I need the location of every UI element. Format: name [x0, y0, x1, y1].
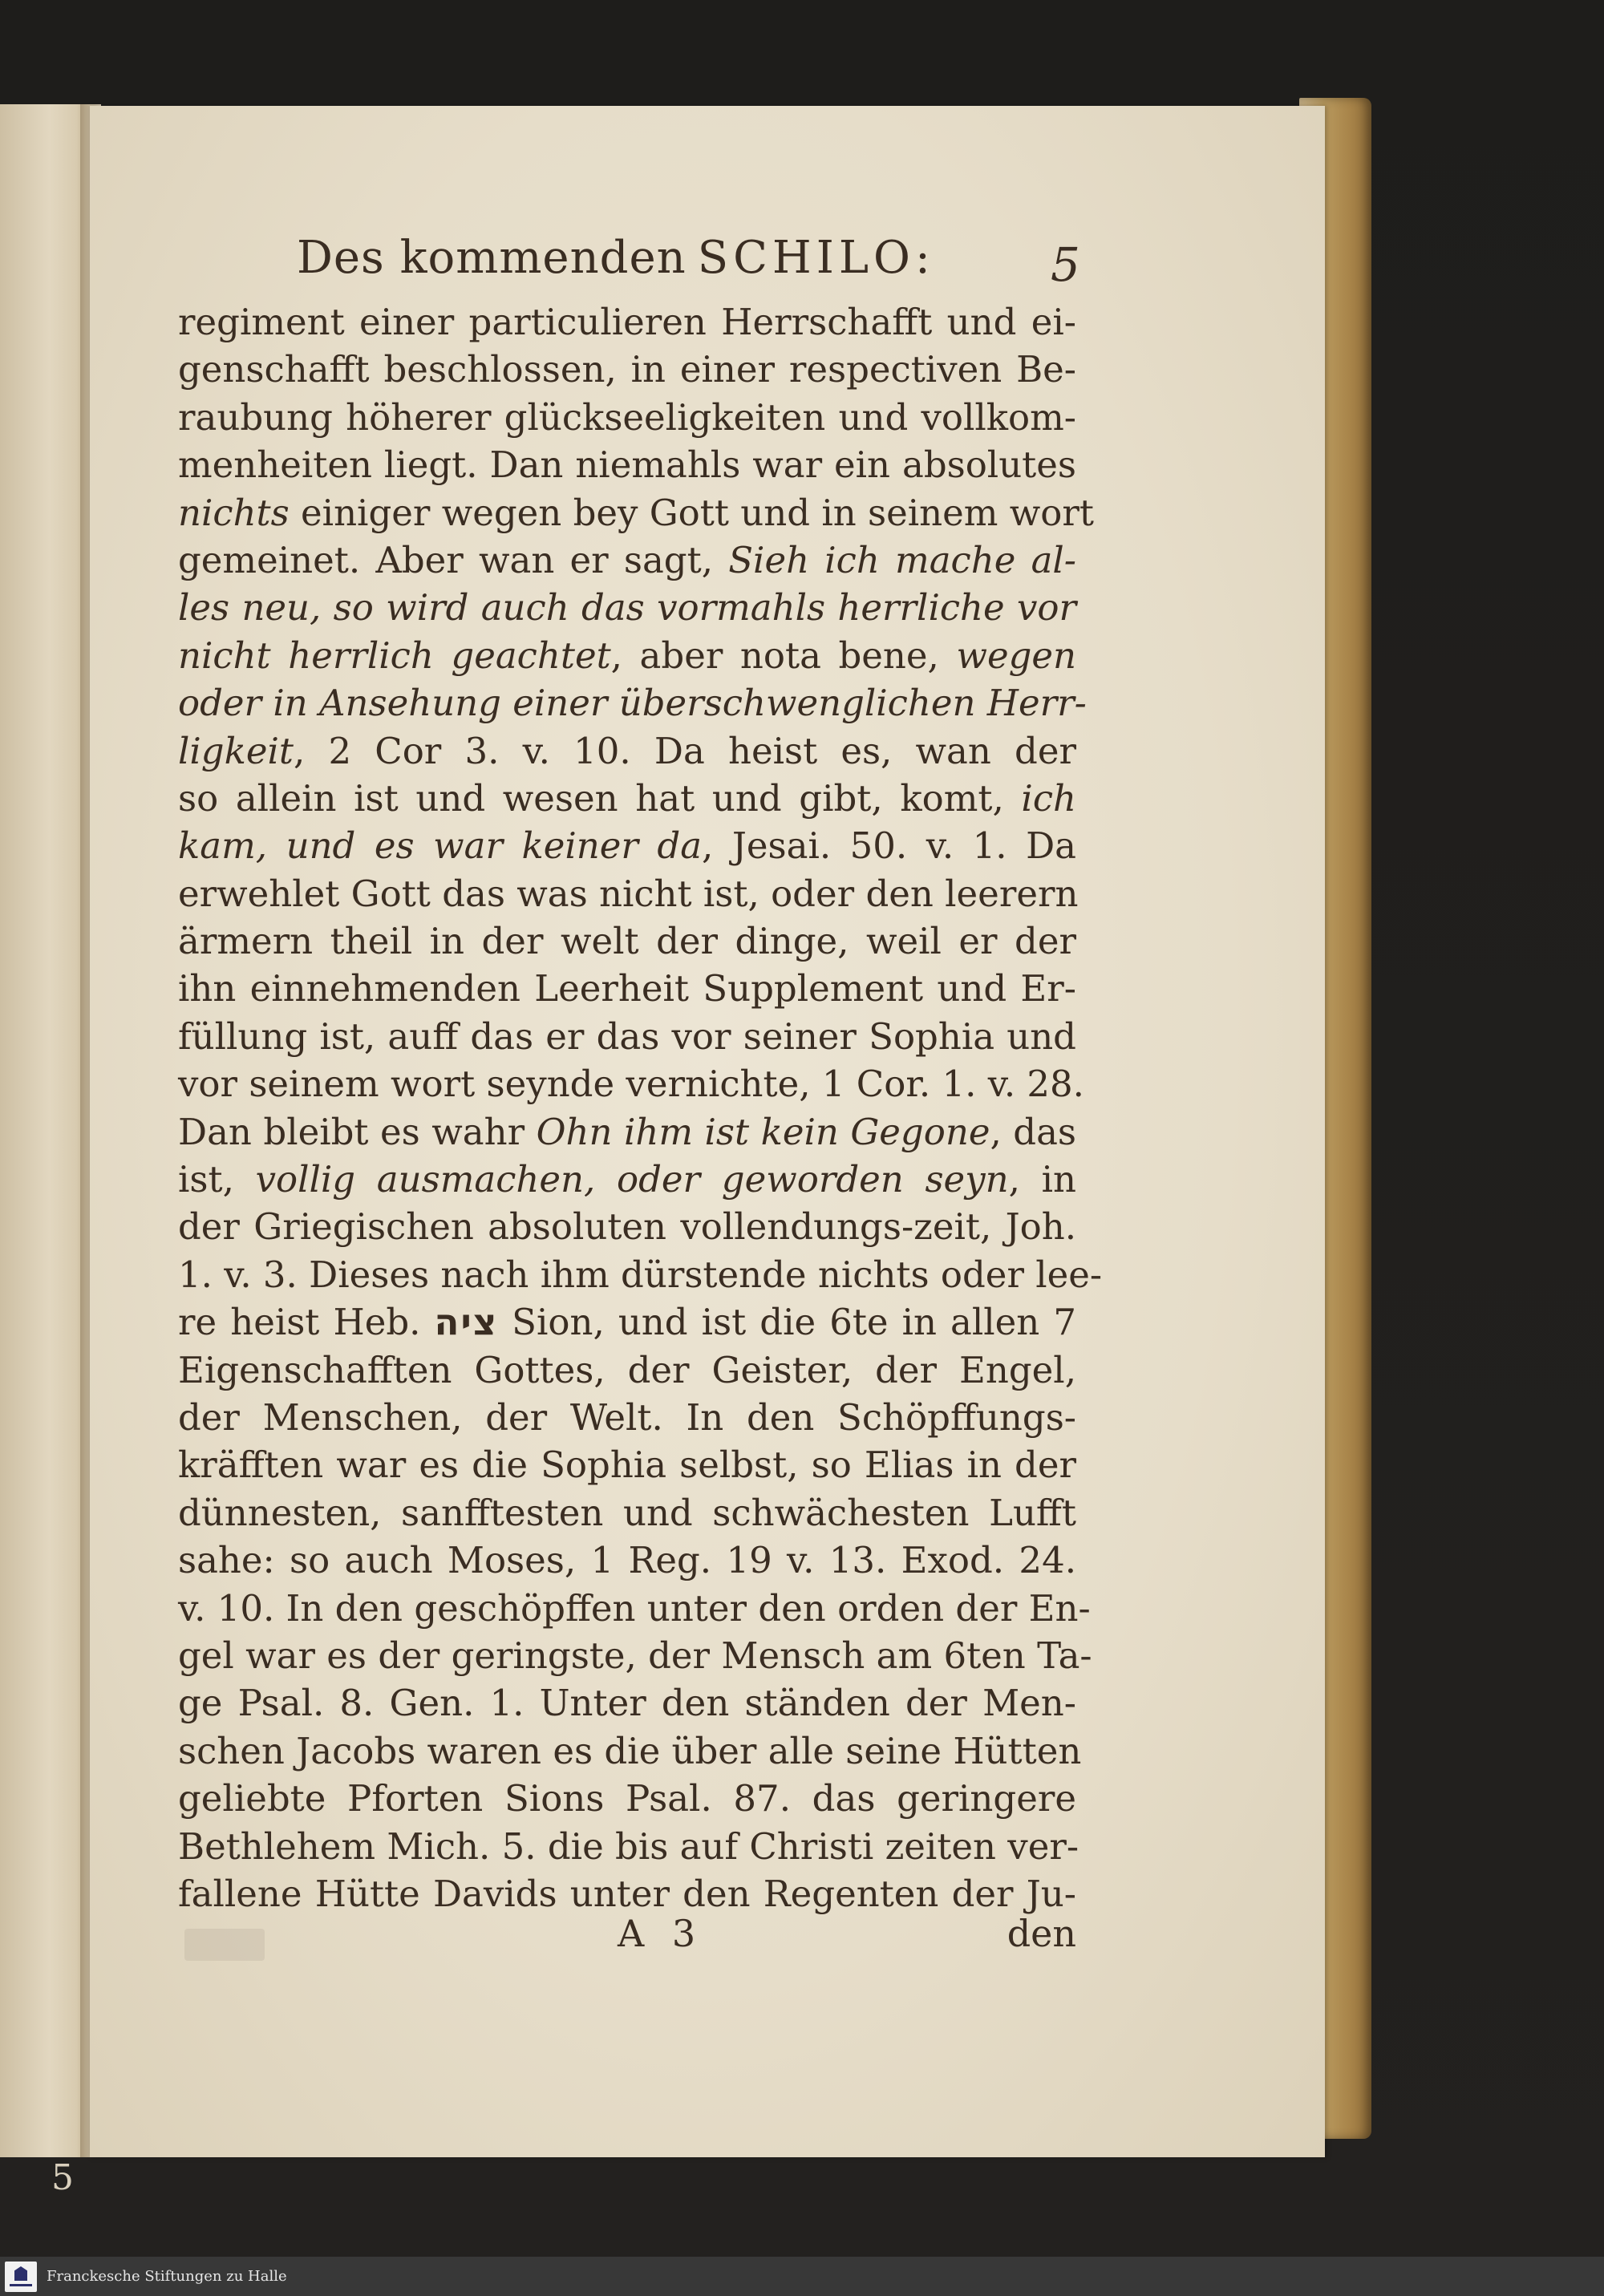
italic-text-segment: oder in Ansehung einer überschwenglichen Herr-: [178, 682, 1087, 725]
page-footer: [178, 1905, 1076, 1962]
italic-text-segment: Sieh ich mache al-: [728, 538, 1076, 581]
catchword: den: [1007, 1912, 1076, 1955]
signature-mark: A 3: [618, 1912, 704, 1955]
text-segment: genschafft beschlossen, in einer respectiven Be-: [178, 348, 1076, 391]
text-line: [178, 1632, 1092, 1679]
text-line: [178, 537, 1076, 584]
text-segment: Bethlehem Mich. 5. die bis auf Christi zeiten ver-: [178, 1824, 1079, 1868]
text-line: [178, 1298, 1076, 1346]
text-line: [178, 1013, 1076, 1060]
text-line: [178, 1394, 1076, 1441]
text-line: [178, 1060, 1084, 1108]
italic-text-segment: nichts: [178, 491, 290, 534]
text-line: [178, 775, 1076, 822]
body-text: [178, 298, 1103, 1917]
text-line: [178, 870, 1079, 917]
text-line: [178, 917, 1076, 965]
text-line: [178, 1156, 1076, 1203]
hebrew-word: ציה: [434, 1301, 499, 1344]
margin-mark: 5: [51, 2157, 74, 2198]
text-segment: kräfften war es die Sophia selbst, so Elias in der: [178, 1444, 1076, 1487]
text-segment: Dan bleibt es wahr: [178, 1110, 537, 1153]
text-line: [178, 584, 1076, 631]
running-head-caps: SCHILO:: [697, 232, 935, 284]
text-segment: der Griegischen absoluten vollendungs-zeit, Joh.: [178, 1205, 1076, 1249]
running-head: [297, 226, 1091, 290]
italic-text-segment: wegen: [956, 634, 1077, 677]
facing-page-edge: [0, 104, 90, 2157]
text-segment: menheiten liegt. Dan niemahls war ein absolutes: [178, 443, 1076, 487]
italic-text-segment: les neu, so wird auch das vormahls herrliche vor: [178, 586, 1076, 630]
text-segment: , in: [1008, 1158, 1077, 1201]
text-segment: ist,: [178, 1158, 256, 1201]
text-line: [178, 1585, 1091, 1632]
text-line: [178, 394, 1076, 441]
text-line: [178, 1537, 1076, 1584]
text-line: [178, 727, 1076, 775]
text-line: [178, 965, 1076, 1012]
text-segment: erwehlet Gott das was nicht ist, oder den leerern: [178, 872, 1079, 915]
text-segment: gel war es der geringste, der Mensch am 6ten Ta-: [178, 1634, 1092, 1677]
text-segment: Eigenschafften Gottes, der Geister, der Engel,: [178, 1348, 1076, 1391]
text-line: [178, 679, 1087, 727]
text-segment: sahe: so auch Moses, 1 Reg. 19 v. 13. Exod. 24.: [178, 1539, 1076, 1582]
text-line: [178, 1679, 1076, 1727]
text-segment: vor seinem wort seynde vernichte, 1 Cor. 1. v. 28.: [178, 1063, 1084, 1106]
text-line: [178, 822, 1076, 869]
italic-text-segment: ligkeit: [178, 729, 294, 772]
logo-building-shape: [14, 2266, 27, 2281]
italic-text-segment: vollig ausmachen, oder geworden seyn: [255, 1158, 1009, 1201]
text-line: [178, 632, 1076, 679]
text-segment: v. 10. In den geschöpffen unter den orden der En-: [178, 1586, 1091, 1630]
text-segment: der Menschen, der Welt. In den Schöpffungs-: [178, 1395, 1076, 1439]
text-segment: ihn einnehmenden Leerheit Supplement und Er-: [178, 967, 1076, 1010]
text-line: [178, 346, 1076, 393]
text-line: [178, 298, 1076, 346]
text-line: [178, 1489, 1076, 1537]
text-segment: , 2 Cor 3. v. 10. Da heist es, wan der: [293, 729, 1076, 772]
text-segment: schen Jacobs waren es die über alle seine Hütten: [178, 1729, 1082, 1772]
text-line: [178, 1441, 1076, 1488]
logo-base-line: [10, 2284, 32, 2286]
text-line: [178, 1203, 1076, 1250]
text-segment: dünnesten, sanfftesten und schwächesten Lufft: [178, 1491, 1076, 1534]
text-line: [178, 1346, 1076, 1394]
footer-bar: [0, 2257, 1604, 2296]
italic-text-segment: kam, und es war keiner da: [178, 824, 703, 868]
text-line: [178, 1727, 1082, 1775]
italic-text-segment: Ohn ihm ist kein Gegone: [536, 1110, 990, 1153]
franckesche-stiftungen-logo-icon[interactable]: [5, 2262, 37, 2292]
text-line: [178, 1108, 1076, 1156]
text-segment: raubung höherer glückseeligkeiten und vollkom-: [178, 395, 1076, 439]
text-line: [178, 489, 1094, 537]
text-line: [178, 1775, 1076, 1822]
text-line: [178, 441, 1076, 488]
text-segment: einiger wegen bey Gott und in seinem wort: [289, 491, 1094, 534]
running-head-title: Des kommenden: [297, 232, 687, 284]
text-segment: , aber nota bene,: [610, 634, 957, 677]
text-segment: füllung ist, auff das er das vor seiner Sophia und: [178, 1014, 1076, 1058]
text-segment: ge Psal. 8. Gen. 1. Unter den ständen der Men-: [178, 1682, 1076, 1725]
credit-text: Franckesche Stiftungen zu Halle: [47, 2268, 287, 2285]
text-segment: regiment einer particulieren Herrschafft und ei-: [178, 301, 1076, 343]
text-segment: so allein ist und wesen hat und gibt, komt,: [178, 776, 1022, 820]
text-segment: re heist Heb.: [178, 1301, 435, 1344]
text-line: [178, 1251, 1103, 1298]
text-segment: ärmern theil in der welt der dinge, weil er der: [178, 920, 1076, 963]
text-segment: Sion, und ist die 6te in allen 7: [498, 1301, 1076, 1344]
text-segment: gemeinet. Aber wan er sagt,: [178, 538, 729, 581]
italic-text-segment: nicht herrlich geachtet: [178, 634, 611, 677]
text-segment: fallene Hütte Davids unter den Regenten der Ju-: [178, 1872, 1076, 1915]
text-segment: , das: [990, 1110, 1076, 1153]
text-segment: 1. v. 3. Dieses nach ihm dürstende nichts oder lee-: [178, 1253, 1103, 1296]
italic-text-segment: ich: [1021, 776, 1076, 820]
page-number: 5: [1051, 237, 1080, 292]
text-line: [178, 1823, 1079, 1870]
text-segment: , Jesai. 50. v. 1. Da: [702, 824, 1076, 868]
text-segment: geliebte Pforten Sions Psal. 87. das geringere: [178, 1777, 1076, 1820]
